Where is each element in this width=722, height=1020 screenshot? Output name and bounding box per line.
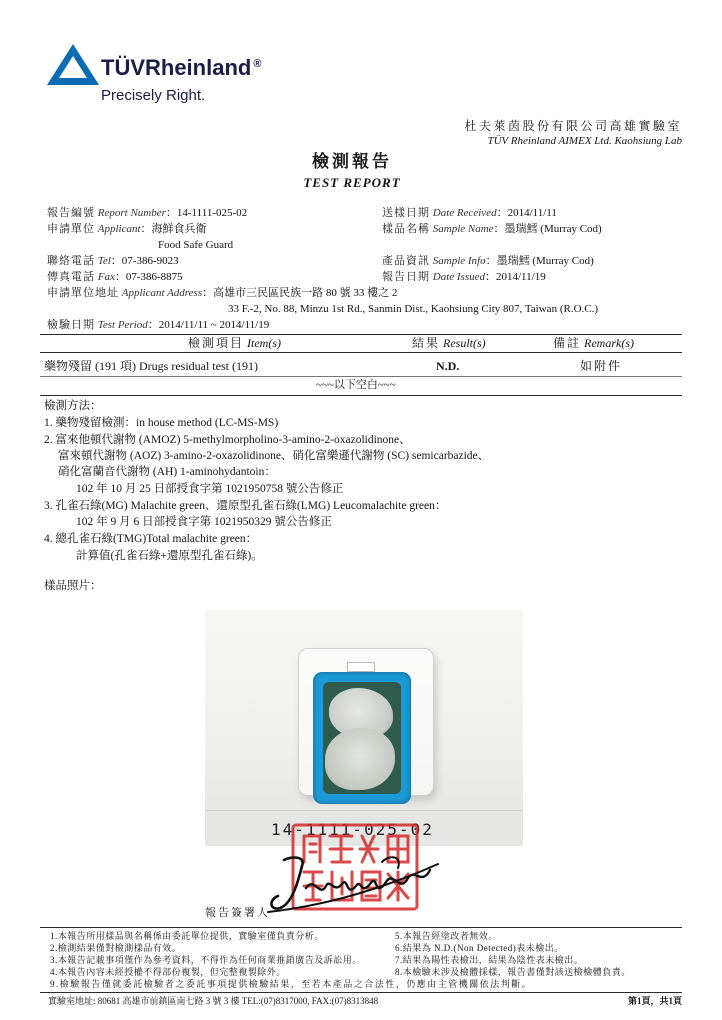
photo-caption: 樣品照片： xyxy=(44,580,102,592)
table-row-result: N.D. xyxy=(436,359,460,373)
header-item-zh: 檢測項目 xyxy=(188,336,245,350)
signatory-label: 報告簽署人 xyxy=(205,907,270,919)
date-received-label-zh: 送樣日期 xyxy=(382,207,430,219)
footer-note-6: 6.結果為 N.D.(Non Detected)表未檢出。 xyxy=(395,943,564,953)
table-row-rule xyxy=(40,376,682,377)
methods-heading: 檢測方法： xyxy=(44,400,102,412)
header-item xyxy=(188,336,281,351)
date-received-value: ：2014/11/11 xyxy=(496,207,557,219)
sample-name-row xyxy=(382,222,602,236)
address-label-zh: 申請單位地址 xyxy=(47,287,119,299)
blank-below-note: ~~~以下空白~~~ xyxy=(316,379,396,391)
fish-steak-lower xyxy=(325,728,395,790)
registered-mark: ® xyxy=(253,58,262,70)
test-period-label-en: Test Period xyxy=(97,319,148,331)
test-period-value: ：2014/11/11 ~ 2014/11/19 xyxy=(147,319,270,331)
tuv-logo xyxy=(44,42,102,93)
report-number-row xyxy=(47,206,247,220)
address-label-en: Applicant Address xyxy=(121,287,203,299)
date-issued-value: ：2014/11/19 xyxy=(485,271,546,283)
tel-label-zh: 聯絡電話 xyxy=(47,255,95,267)
footer-note-7: 7.結果為陽性表檢出，結果為陰性表未檢出。 xyxy=(395,955,584,965)
applicant-value-en: Food Safe Guard xyxy=(158,239,234,251)
sample-info-label-zh: 產品資訊 xyxy=(382,255,430,267)
footer-note-3: 3.本報告記載事項僅作為參考資料，不得作為任何商業推銷廣告及訴訟用。 xyxy=(50,955,362,965)
signature xyxy=(262,842,442,927)
report-title-en: TEST REPORT xyxy=(303,175,401,190)
sample-name-label-zh: 樣品名稱 xyxy=(382,223,430,235)
footer-note-2: 2.檢測結果僅對檢測樣品有效。 xyxy=(50,943,182,953)
header-item-en: Item(s) xyxy=(247,336,281,350)
date-received-label-en: Date Received xyxy=(432,207,497,219)
date-issued-label-zh: 報告日期 xyxy=(382,271,430,283)
header-remark xyxy=(553,336,634,351)
report-number-value: ：14-1111-025-02 xyxy=(165,207,248,219)
method-line-8: 4. 總孔雀石綠(TMG)Total malachite green： xyxy=(44,533,258,545)
footer-note-9: 9.檢驗報告僅就委託檢驗者之委託事項提供檢驗結果，至若本產品之合法性，仍應由主管機關依法判斷。 xyxy=(50,979,533,989)
fax-label-zh: 傳真電話 xyxy=(47,271,95,283)
applicant-value: ：海鮮食兵衛 xyxy=(140,223,207,235)
report-number-label-zh: 報告編號 xyxy=(47,207,95,219)
fax-value: ：07-386-8875 xyxy=(114,271,183,283)
method-line-7: 102 年 9 月 6 日部授食字第 1021950329 號公告修正 xyxy=(76,516,332,528)
table-bottom-rule xyxy=(40,395,682,396)
page-number: 第1頁，共1頁 xyxy=(627,996,682,1006)
method-line-6: 3. 孔雀石綠(MG) Malachite green、還原型孔雀石綠(LMG) Leucomalachite green： xyxy=(44,500,447,512)
method-line-9: 計算值(孔雀石綠+還原型孔雀石綠)。 xyxy=(76,550,263,562)
method-line-5: 102 年 10 月 25 日部授食字第 1021950758 號公告修正 xyxy=(76,483,344,495)
header-result-en: Result(s) xyxy=(443,336,486,350)
lab-name-en: TÜV Rheinland AIMEX Ltd. Kaohsiung Lab xyxy=(487,135,682,147)
method-line-3: 富來頓代謝物 (AOZ) 3-amino-2-oxazolidinone、硝化富樂遜代謝物 (SC) semicarbazide、 xyxy=(58,450,490,462)
sample-name-value: ：墨瑞鱈 (Murray Cod) xyxy=(493,223,602,235)
header-remark-en: Remark(s) xyxy=(584,336,634,350)
triangle-logo-icon xyxy=(44,42,102,88)
brand-name xyxy=(101,55,261,81)
footer-note-1: 1.本報告所用樣品與名稱係由委託單位提供，實驗室僅負責分析。 xyxy=(50,931,324,941)
applicant-row xyxy=(47,222,207,236)
date-received-row xyxy=(382,206,557,220)
report-title-zh: 檢測報告 xyxy=(312,152,392,171)
footer-note-4: 4.本報告內容未經授權不得部份複製，但完整複製除外。 xyxy=(50,967,286,977)
applicant-label-zh: 申請單位 xyxy=(47,223,95,235)
address-row xyxy=(47,286,397,300)
header-result xyxy=(412,336,486,351)
address-value-en: 33 F.-2, No. 88, Minzu 1st Rd., Sanmin Dist., Kaohsiung City 807, Taiwan (R.O.C.) xyxy=(228,303,599,315)
test-period-row xyxy=(47,318,269,332)
sample-info-value: ：墨瑞鱈 (Murray Cod) xyxy=(485,255,594,267)
header-result-zh: 結果 xyxy=(412,336,441,350)
header-remark-zh: 備註 xyxy=(553,336,582,350)
fax-label-en: Fax xyxy=(97,271,115,283)
footer-top-rule xyxy=(40,927,682,928)
lab-name-zh: 杜夫萊茵股份有限公司高雄實驗室 xyxy=(464,119,682,133)
brand-text: TÜVRheinland xyxy=(101,55,252,80)
tel-row xyxy=(47,254,179,268)
footer-bottom-rule xyxy=(40,992,682,993)
fax-row xyxy=(47,270,183,284)
sample-label-text: 14-1111-025-02 xyxy=(271,820,434,839)
report-number-label-en: Report Number xyxy=(97,207,166,219)
tel-value: ：07-386-9023 xyxy=(110,255,179,267)
sample-info-label-en: Sample Info xyxy=(432,255,486,267)
method-line-1: 1. 藥物殘留檢測：in house method (LC-MS-MS) xyxy=(44,417,279,429)
sample-photo xyxy=(205,610,523,846)
tel-label-en: Tel xyxy=(97,255,111,267)
date-issued-row xyxy=(382,270,546,284)
footer-note-8: 8.本檢驗未涉及檢體採樣，報告書僅對該送檢檢體負責。 xyxy=(395,967,631,977)
applicant-label-en: Applicant xyxy=(97,223,141,235)
test-period-label-zh: 檢驗日期 xyxy=(47,319,95,331)
date-issued-label-en: Date Issued xyxy=(432,271,485,283)
table-top-rule xyxy=(40,334,682,335)
table-row-item: 藥物殘留 (191 項) Drugs residual test (191) xyxy=(44,359,258,373)
method-line-4: 硝化富蘭音代謝物 (AH) 1-aminohydantoin： xyxy=(58,466,276,478)
brand-tagline: Precisely Right. xyxy=(101,87,206,104)
sample-name-label-en: Sample Name xyxy=(432,223,494,235)
footer-note-5: 5.本報告經塗改者無效。 xyxy=(395,931,498,941)
table-header-rule xyxy=(40,352,682,353)
sample-info-row xyxy=(382,254,594,268)
address-value: ：高雄市三民區民族一路 80 號 33 樓之 2 xyxy=(202,287,398,299)
method-line-2: 2. 富來他頓代謝物 (AMOZ) 5-methylmorpholino-3-amino-2-oxazolidinone、 xyxy=(44,434,411,446)
table-row-remark: 如附件 xyxy=(580,359,623,373)
bag-sticker xyxy=(347,662,375,672)
lab-address: 實驗室地址: 80681 高雄市前鎮區南七路 3 號 3 樓 TEL:(07)8317000, FAX:(07)8313848 xyxy=(48,996,379,1006)
signature-graphic xyxy=(262,842,442,922)
